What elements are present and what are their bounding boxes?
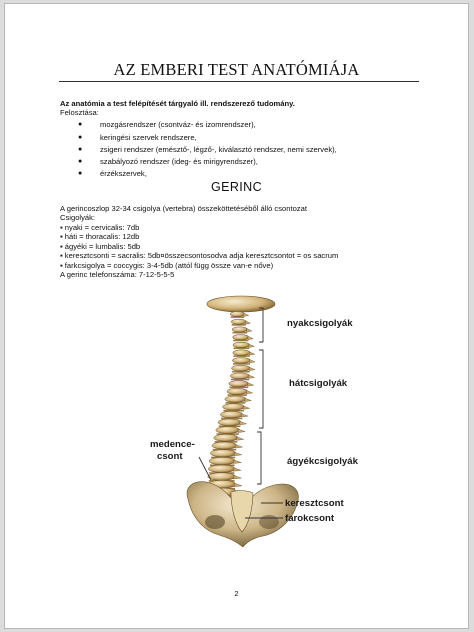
vertebra	[233, 335, 249, 340]
vertebra	[231, 319, 246, 324]
bullet-dot: ●	[78, 134, 83, 141]
vertebra	[233, 342, 250, 348]
vertebra	[212, 442, 237, 449]
vertebra	[232, 365, 251, 371]
vertebra	[220, 411, 243, 418]
list-item: zsigeri rendszer (emésztő-, légző-, kiválasztó rendszer, nemi szervek),	[100, 145, 337, 154]
vertebra	[230, 373, 249, 379]
spinous-process	[248, 336, 253, 340]
vertebrae-heading: Csigolyák:	[60, 213, 96, 222]
section-heading: GERINC	[210, 180, 262, 194]
list-item: keringési szervek rendszere,	[100, 133, 197, 142]
bullet-dot: ●	[78, 170, 83, 177]
bullet-dot: ●	[78, 146, 83, 153]
vertebra	[208, 473, 236, 481]
spinous-process	[235, 445, 242, 449]
spinous-process	[249, 375, 255, 379]
vertebra-type-line: ▪ nyaki = cervicalis: 7db	[60, 223, 140, 232]
document-page	[4, 3, 469, 629]
spinous-process	[238, 429, 245, 433]
label-pelvis-line2: csont	[157, 451, 183, 462]
page-title: AZ EMBERI TEST ANATÓMIÁJA	[113, 60, 360, 79]
vertebra	[230, 311, 244, 316]
spine-description: A gerincoszlop 32-34 csigolya (vertebra) összeköttetéséből álló csontozat	[60, 204, 307, 213]
list-item: szabályozó rendszer (ideg- és mirigyrendszer),	[100, 157, 258, 166]
vertebra-type-line: ▪ keresztcsonti = sacralis: 5db¤összecsontosodva adja keresztcsontot = os sacrum	[60, 251, 339, 260]
intro-text: Az anatómia a test felépítését tárgyaló ill. rendszerező tudomány.	[60, 99, 295, 108]
vertebra	[208, 465, 235, 473]
vertebra	[210, 450, 236, 457]
title-underline	[59, 81, 419, 82]
spinous-process	[249, 344, 255, 348]
spine-phone-number: A gerinc telefonszáma: 7-12-5-5-5	[60, 270, 175, 279]
spinous-process	[245, 398, 251, 402]
spinous-process	[234, 483, 242, 487]
vertebra-type-line: ▪ háti = thoracalis: 12db	[60, 232, 140, 241]
list-item: mozgásrendszer (csontváz- és izomrendszer),	[100, 120, 256, 129]
spinous-process	[249, 359, 255, 363]
spinous-process	[248, 383, 254, 387]
vertebra	[232, 327, 248, 332]
spinous-process	[247, 328, 252, 332]
spinous-process	[246, 390, 252, 394]
list-item: érzékszervek,	[100, 169, 147, 178]
vertebra	[225, 396, 246, 402]
vertebra-type-line: ▪ ágyéki = lumbalis: 5db	[60, 242, 141, 251]
vertebra	[223, 404, 245, 411]
label-cervical-vertebrae: nyakcsigolyák	[287, 318, 353, 329]
spinous-process	[245, 321, 250, 325]
bullet-dot: ●	[78, 158, 83, 165]
label-pelvis-line1: medence-	[150, 439, 195, 450]
spinous-process	[244, 313, 249, 317]
spinous-process	[241, 414, 248, 418]
label-thoracic-vertebrae: hátcsigolyák	[289, 378, 348, 389]
bullet-dot: ●	[78, 121, 83, 128]
spinous-process	[249, 367, 255, 371]
spinous-process	[237, 437, 244, 441]
vertebra	[218, 419, 241, 426]
vertebra	[227, 388, 248, 394]
vertebra	[214, 434, 238, 441]
vertebra	[216, 427, 240, 434]
spinous-process	[240, 421, 247, 425]
skull-base	[207, 296, 275, 312]
pelvis-bone	[187, 482, 298, 547]
label-coccyx: farokcsont	[285, 513, 335, 524]
spinous-process	[234, 476, 242, 480]
page-number: 2	[234, 589, 239, 598]
spinous-process	[234, 460, 241, 464]
vertebra	[209, 457, 235, 464]
vertebra	[229, 381, 249, 387]
vertebra	[232, 358, 250, 364]
spinous-process	[234, 468, 242, 472]
spinous-process	[234, 452, 241, 456]
vertebra	[233, 350, 251, 356]
spinous-process	[243, 406, 250, 410]
spinous-process	[249, 352, 255, 356]
subdivision-label: Felosztása:	[60, 108, 99, 117]
label-lumbar-vertebrae: ágyékcsigolyák	[287, 456, 358, 467]
label-sacrum: keresztcsont	[285, 498, 344, 509]
vertebra-type-line: ▪ farkcsigolya = coccygis: 3-4-5db (attól függ össze van-e nőve)	[60, 261, 274, 270]
vertebral-column	[208, 311, 255, 497]
